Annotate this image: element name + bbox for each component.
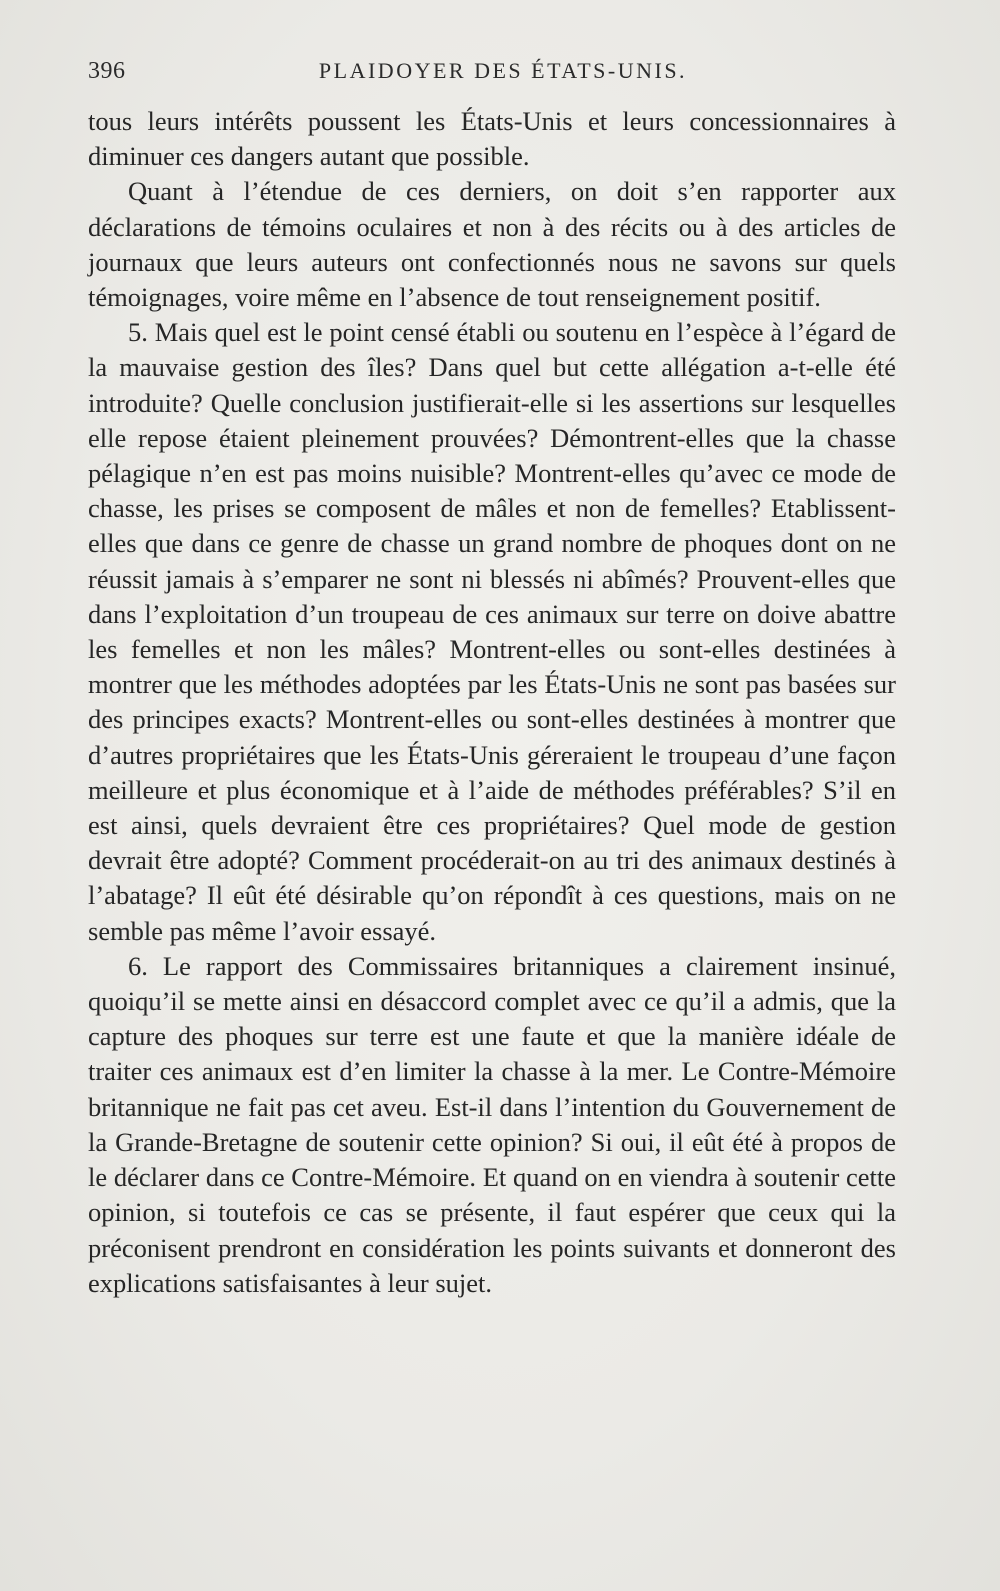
running-header [88,58,908,88]
paragraph-witness-declarations: Quant à l’étendue de ces derniers, on doit s’en rapporter aux déclarations de témoins oculaires et non à des récits ou à des articles de journaux que leurs auteurs ont confectionnés nous ne savons sur quels témoignages, voire même en l’absence de tout renseignement positif. [88,176,896,313]
paragraph-continuation: tous leurs intérêts poussent les États-Unis et leurs concessionnaires à diminuer ces dangers autant que possible. [88,106,896,172]
paragraph-section-5: 5. Mais quel est le point censé établi ou soutenu en l’espèce à l’égard de la mauvaise gestion des îles? Dans quel but cette allégation a-t-elle été introduite? Quelle conclusion justifierait-elle si les assertions sur lesquelles elle repose étaient pleinement prouvées? Démontrent-elles que la chasse pélagique n’en est pas moins nuisible? Montrent-elles qu’avec ce mode de chasse, les prises se composent de mâles et non de femelles? Etablissent-elles que dans ce genre de chasse un grand nombre de phoques dont on ne réussit jamais à s’emparer ne sont ni blessés ni abîmés? Prouvent-elles que dans l’exploitation d’un troupeau de ces animaux sur terre on doive abattre les femelles et non les mâles? Montrent-elles ou sont-elles destinées à montrer que les méthodes adoptées par les États-Unis ne sont pas basées sur des principes exacts? Montrent-elles ou sont-elles destinées à montrer que d’autres propriétaires que les États-Unis géreraient le troupeau d’une façon meilleure et plus économique et à l’aide de méthodes préférables? S’il en est ainsi, quels devraient être ces propriétaires? Quel mode de gestion devrait être adopté? Comment procéderait-on au tri des animaux destinés à l’abatage? Il eût été désirable qu’on répondît à ces questions, mais on ne semble pas même l’avoir essayé. [88,317,896,946]
page-number: 396 [88,58,126,84]
running-title: PLAIDOYER DES ÉTATS-UNIS. [318,58,688,83]
paragraph-section-6: 6. Le rapport des Commissaires britanniques a clairement insinué, quoiqu’il se mette ainsi en désaccord complet avec ce qu’il a admis, que la capture des phoques sur terre est une faute et que la manière idéale de traiter ces animaux est d’en limiter la chasse à la mer. Le Contre-Mémoire britannique ne fait pas cet aveu. Est-il dans l’intention du Gouvernement de la Grande-Bretagne de soutenir cette opinion? Si oui, il eût été à propos de le déclarer dans ce Contre-Mémoire. Et quand on en viendra à soutenir cette opinion, si toutefois ce cas se présente, il faut espérer que ceux qui la préconisent prendront en considération les points suivants et donneront des explications satisfaisantes à leur sujet. [88,950,896,1298]
body-text [88,104,896,1301]
